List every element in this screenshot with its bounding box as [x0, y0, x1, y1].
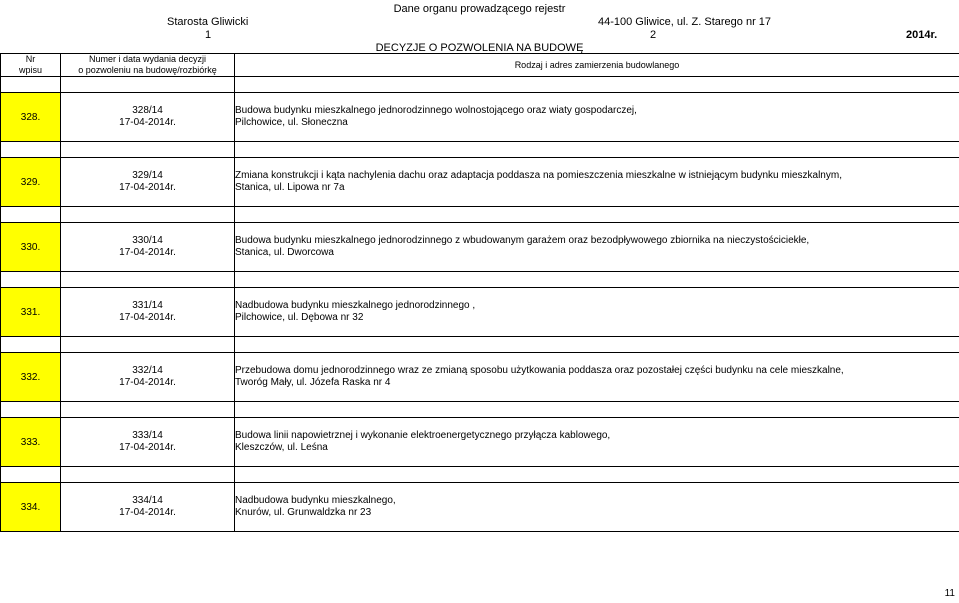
- decision-number-date: [61, 288, 235, 337]
- decision-number: 332/14: [132, 365, 163, 376]
- decision-date: 17-04-2014r.: [119, 377, 176, 388]
- header-numer-line2: o pozwoleniu na budowę/rozbiórkę: [78, 65, 217, 75]
- table-spacer-row: [1, 467, 959, 483]
- decision-number-date: [61, 223, 235, 272]
- decision-number: 331/14: [132, 300, 163, 311]
- decision-number: 334/14: [132, 495, 163, 506]
- project-type: Nadbudowa budynku mieszkalnego jednorodzinnego ,: [235, 300, 476, 311]
- spacer-cell: [61, 207, 235, 223]
- spacer-cell: [1, 467, 61, 483]
- authority-name: Starosta Gliwicki: [167, 16, 249, 28]
- spacer-cell: [235, 467, 959, 483]
- table-spacer-row: [1, 142, 959, 158]
- spacer-cell: [61, 272, 235, 288]
- spacer-cell: [61, 142, 235, 158]
- header-nr-wpisu: [1, 54, 61, 77]
- table-spacer-row: [1, 77, 959, 93]
- register-title: Dane organu prowadzącego rejestr: [393, 3, 566, 15]
- decision-number: 329/14: [132, 170, 163, 181]
- spacer-cell: [1, 77, 61, 93]
- decision-number: 333/14: [132, 430, 163, 441]
- spacer-cell: [1, 402, 61, 418]
- spacer-cell: [235, 207, 959, 223]
- column-number-1: 1: [205, 29, 212, 41]
- project-type: Przebudowa domu jednorodzinnego wraz ze zmianą sposobu użytkowania poddasza oraz pozostałej części budynku na cele mieszkalne,: [235, 365, 844, 376]
- spacer-cell: [61, 467, 235, 483]
- decision-number-date: [61, 158, 235, 207]
- project-type: Budowa budynku mieszkalnego jednorodzinnego wolnostojącego oraz wiaty gospodarczej,: [235, 105, 637, 116]
- entry-number: 329.: [1, 158, 61, 207]
- table-row: [1, 353, 959, 402]
- project-description: [235, 223, 959, 272]
- header-numer-decyzji: [61, 54, 235, 77]
- table-spacer-row: [1, 272, 959, 288]
- decision-number-date: [61, 483, 235, 532]
- page-number: 11: [944, 588, 955, 599]
- register-subtitle: DECYZJE O POZWOLENIA NA BUDOWĘ: [375, 42, 584, 54]
- project-address: Tworóg Mały, ul. Józefa Raska nr 4: [235, 377, 391, 388]
- decision-date: 17-04-2014r.: [119, 312, 176, 323]
- project-address: Knurów, ul. Grunwaldzka nr 23: [235, 507, 372, 518]
- header-numer-line1: Numer i data wydania decyzji: [88, 54, 207, 64]
- decision-number-date: [61, 353, 235, 402]
- project-type: Budowa linii napowietrznej i wykonanie elektroenergetycznego przyłącza kablowego,: [235, 430, 611, 441]
- decision-date: 17-04-2014r.: [119, 442, 176, 453]
- table-row: [1, 483, 959, 532]
- register-year: 2014r.: [906, 29, 938, 41]
- spacer-cell: [235, 402, 959, 418]
- spacer-cell: [61, 77, 235, 93]
- spacer-cell: [1, 142, 61, 158]
- spacer-cell: [235, 337, 959, 353]
- spacer-cell: [1, 207, 61, 223]
- spacer-cell: [1, 337, 61, 353]
- header-rodzaj-adres: Rodzaj i adres zamierzenia budowlanego: [235, 54, 959, 77]
- table-row: [1, 223, 959, 272]
- table-row: [1, 418, 959, 467]
- authority-address: 44-100 Gliwice, ul. Z. Starego nr 17: [598, 16, 772, 28]
- project-type: Budowa budynku mieszkalnego jednorodzinnego z wbudowanym garażem oraz bezodpływowego zbiornika na nieczystościciekłe,: [235, 235, 810, 246]
- project-address: Kleszczów, ul. Leśna: [235, 442, 328, 453]
- entry-number: 332.: [1, 353, 61, 402]
- table-row: [1, 288, 959, 337]
- entry-number: 328.: [1, 93, 61, 142]
- table-spacer-row: [1, 402, 959, 418]
- permits-table: [0, 53, 959, 532]
- decision-date: 17-04-2014r.: [119, 117, 176, 128]
- spacer-cell: [235, 142, 959, 158]
- column-number-2: 2: [650, 29, 657, 41]
- table-header-row: [1, 54, 959, 77]
- project-description: [235, 483, 959, 532]
- entry-number: 333.: [1, 418, 61, 467]
- project-type: Zmiana konstrukcji i kąta nachylenia dachu oraz adaptacja poddasza na pomieszczenia mieszkalne w istniejącym budynku mieszkalnym,: [235, 170, 842, 181]
- decision-date: 17-04-2014r.: [119, 247, 176, 258]
- entry-number: 334.: [1, 483, 61, 532]
- decision-number: 330/14: [132, 235, 163, 246]
- table-row: [1, 158, 959, 207]
- project-address: Pilchowice, ul. Dębowa nr 32: [235, 312, 364, 323]
- spacer-cell: [235, 272, 959, 288]
- project-address: Pilchowice, ul. Słoneczna: [235, 117, 348, 128]
- entry-number: 330.: [1, 223, 61, 272]
- project-address: Stanica, ul. Lipowa nr 7a: [235, 182, 345, 193]
- decision-date: 17-04-2014r.: [119, 507, 176, 518]
- decision-number-date: [61, 93, 235, 142]
- entry-number: 331.: [1, 288, 61, 337]
- decision-number: 328/14: [132, 105, 163, 116]
- spacer-cell: [61, 402, 235, 418]
- project-address: Stanica, ul. Dworcowa: [235, 247, 334, 258]
- project-description: [235, 353, 959, 402]
- project-description: [235, 93, 959, 142]
- table-spacer-row: [1, 207, 959, 223]
- project-description: [235, 418, 959, 467]
- table-spacer-row: [1, 337, 959, 353]
- decision-number-date: [61, 418, 235, 467]
- project-description: [235, 288, 959, 337]
- table-row: [1, 93, 959, 142]
- project-type: Nadbudowa budynku mieszkalnego,: [235, 495, 396, 506]
- decision-date: 17-04-2014r.: [119, 182, 176, 193]
- header-nr-line1: Nr: [25, 54, 36, 64]
- header-nr-line2: wpisu: [18, 65, 42, 75]
- spacer-cell: [1, 272, 61, 288]
- spacer-cell: [235, 77, 959, 93]
- spacer-cell: [61, 337, 235, 353]
- project-description: [235, 158, 959, 207]
